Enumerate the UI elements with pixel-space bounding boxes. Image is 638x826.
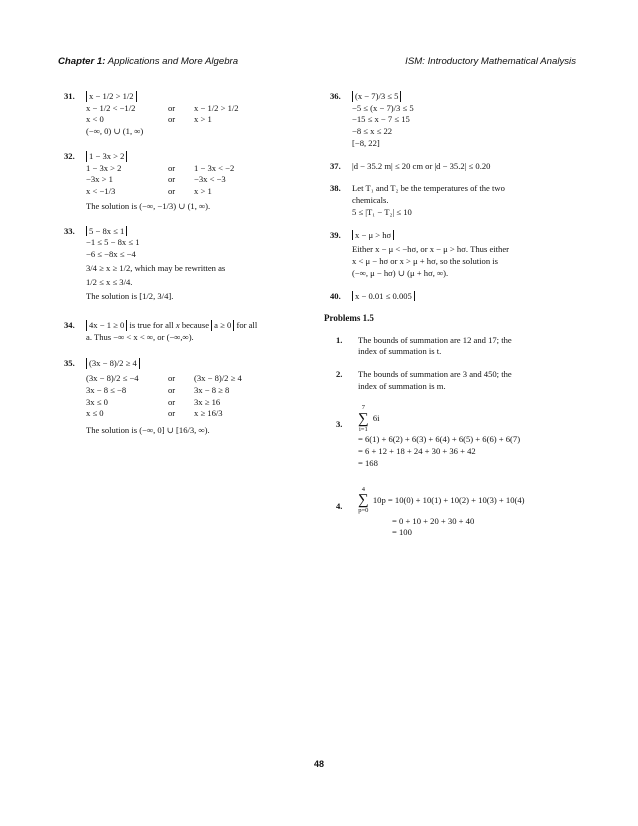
chapter-heading — [58, 56, 238, 67]
equation-line: 1 − 3x > 2 — [86, 151, 127, 162]
sigma-icon: ∑ — [358, 410, 369, 427]
text-line: x < μ − hσ or x > μ + hσ, so the solution is — [352, 256, 499, 267]
right-column — [324, 90, 580, 550]
interval-result: (−∞, μ − hσ) ∪ (μ + hσ, ∞). — [352, 267, 449, 278]
problem-34 — [64, 320, 314, 342]
sum-lower-bound: p=0 — [358, 507, 369, 515]
text-line: chemicals. — [352, 195, 389, 206]
case-left: x ≤ 0 — [86, 408, 104, 419]
equation-line: = 100 — [392, 527, 412, 538]
problem-40 — [330, 291, 580, 302]
text-part: because — [181, 320, 210, 331]
summation-symbol — [358, 487, 369, 515]
or-word: or — [168, 114, 176, 125]
case-right: x ≥ 16/3 — [194, 408, 223, 419]
page-number: 48 — [313, 759, 324, 769]
problem-number: 35. — [64, 358, 75, 369]
problem-number: 40. — [330, 290, 341, 301]
or-word: or — [168, 102, 176, 113]
solution-value: [1/2, 3/4]. — [139, 291, 174, 302]
equation-part: a ≥ 0 — [211, 320, 234, 331]
chapter-title: Applications and More Algebra — [107, 56, 239, 67]
solution-text: The solution is — [86, 425, 138, 436]
case-right: x − 1/2 > 1/2 — [194, 102, 239, 113]
problem-number: 37. — [330, 160, 341, 171]
text-line: Either x − μ < −hσ, or x − μ > hσ. Thus either — [352, 244, 510, 255]
problem-number: 2. — [336, 369, 343, 379]
case-left: x < −1/3 — [86, 186, 116, 197]
solution-value: (−∞, 0] ∪ [16/3, ∞). — [139, 425, 210, 436]
text-part: is true for all — [129, 320, 174, 331]
interval-result: [−8, 22] — [352, 137, 380, 148]
case-right: 3x ≥ 16 — [194, 396, 221, 407]
equation-line: 5 ≤ |T₁ − T₂| ≤ 10 — [352, 206, 412, 217]
equation-line: x − μ > hσ — [352, 230, 394, 241]
equation-line: = 6(1) + 6(2) + 6(3) + 6(4) + 6(5) + 6(6) + 6(7) — [358, 434, 521, 445]
case-right: (3x − 8)/2 ≥ 4 — [194, 373, 242, 384]
case-right: 1 − 3x < −2 — [194, 162, 235, 173]
sigma-icon: ∑ — [358, 492, 369, 509]
chapter-prefix: Chapter 1: — [58, 56, 106, 67]
problem-39 — [330, 230, 580, 279]
equation-line: x − 1/2 > 1/2 — [86, 91, 137, 102]
equation-line: −15 ≤ x − 7 ≤ 15 — [352, 114, 410, 125]
equation-note: , which may be rewritten as — [130, 262, 226, 273]
text-line: The bounds of summation are 3 and 450; the — [358, 369, 512, 379]
problem-1-5-4 — [336, 487, 580, 538]
problem-number: 31. — [64, 91, 75, 101]
interval-result: (−∞, 0) ∪ (1, ∞) — [86, 126, 144, 137]
or-word: or — [168, 174, 176, 185]
left-column — [64, 90, 314, 448]
equation-line: = 6 + 12 + 18 + 24 + 30 + 36 + 42 — [358, 446, 476, 457]
equation-line: = 168 — [358, 457, 378, 468]
section-title: Problems 1.5 — [324, 313, 374, 324]
problem-number: 32. — [64, 150, 75, 161]
problem-36 — [330, 91, 580, 149]
case-left: 1 − 3x > 2 — [86, 162, 122, 173]
text-line: The bounds of summation are 12 and 17; the — [358, 334, 512, 345]
equation-line: |d − 35.2 m| ≤ 20 cm or |d − 35.2| ≤ 0.20 — [352, 160, 491, 171]
solution-text: The solution is — [86, 200, 138, 211]
page-header — [58, 56, 576, 67]
equation-line: −1 ≤ 5 − 8x ≤ 1 — [86, 237, 140, 248]
book-heading — [405, 56, 576, 67]
equation-line: 1/2 ≤ x ≤ 3/4. — [86, 276, 133, 287]
case-right: x > 1 — [194, 186, 212, 197]
equation-line: a. Thus −∞ < x < ∞, or (−∞,∞). — [86, 331, 194, 342]
text-part: for all — [236, 320, 258, 331]
case-left: 3x ≤ 0 — [86, 396, 108, 407]
text-line: index of summation is t. — [358, 346, 442, 357]
case-left: x − 1/2 < −1/2 — [86, 102, 136, 113]
or-word: or — [168, 162, 176, 173]
or-word: or — [168, 396, 176, 407]
equation-line: −5 ≤ (x − 7)/3 ≤ 5 — [352, 102, 414, 113]
problem-1-5-2 — [336, 369, 580, 391]
or-word: or — [168, 373, 176, 384]
problem-number: 36. — [330, 91, 341, 101]
problem-number: 38. — [330, 183, 341, 194]
text-line: Let T₁ and T₂ be the temperatures of the two — [352, 183, 505, 194]
problem-38 — [330, 183, 580, 217]
problem-31 — [64, 91, 314, 137]
problem-number: 34. — [64, 320, 75, 331]
or-word: or — [168, 186, 176, 197]
book-title: Introductory Mathematical Analysis — [427, 56, 576, 67]
case-right: x > 1 — [194, 114, 212, 125]
problem-number: 3. — [336, 419, 343, 430]
or-word: or — [168, 384, 176, 395]
equation-line: −8 ≤ x ≤ 22 — [352, 126, 393, 137]
equation-line: 3/4 ≥ x ≥ 1/2 — [86, 262, 131, 273]
text-line: index of summation is m. — [358, 380, 446, 391]
solution-value: (−∞, −1/3) ∪ (1, ∞). — [139, 200, 211, 211]
or-word: or — [168, 408, 176, 419]
book-prefix: ISM: — [405, 56, 425, 67]
sum-upper-bound: 7 — [361, 404, 365, 412]
summation-symbol — [358, 405, 369, 433]
case-left: 3x − 8 ≤ −8 — [86, 384, 127, 395]
problem-35 — [64, 358, 314, 435]
problem-number: 39. — [330, 229, 341, 240]
case-right: −3x < −3 — [194, 174, 226, 185]
problem-32 — [64, 151, 314, 212]
equation-line: (3x − 8)/2 ≥ 4 — [86, 358, 140, 369]
sum-body: 6i — [372, 413, 380, 424]
equation-line: (x − 7)/3 ≤ 5 — [352, 91, 401, 102]
solution-text: The solution is — [86, 291, 138, 302]
equation-line: −6 ≤ −8x ≤ −4 — [86, 249, 136, 260]
problem-33 — [64, 226, 314, 302]
problem-1-5-1 — [336, 335, 580, 357]
equation-line: 10p = 10(0) + 10(1) + 10(2) + 10(3) + 10(4) — [372, 494, 525, 505]
problem-number: 4. — [336, 500, 343, 511]
case-left: (3x − 8)/2 ≤ −4 — [86, 373, 139, 384]
problem-37 — [330, 161, 580, 172]
variable: x — [175, 320, 180, 331]
case-left: x < 0 — [86, 114, 104, 125]
problem-number: 33. — [64, 225, 75, 236]
case-right: 3x − 8 ≥ 8 — [194, 384, 230, 395]
sum-lower-bound: i=1 — [358, 425, 368, 433]
problem-number: 1. — [336, 334, 343, 345]
equation-part: 4x − 1 ≥ 0 — [86, 320, 127, 331]
case-left: −3x > 1 — [86, 174, 113, 185]
equation-line: = 0 + 10 + 20 + 30 + 40 — [392, 515, 475, 526]
equation-line: 5 − 8x ≤ 1 — [86, 226, 127, 237]
sum-upper-bound: 4 — [361, 485, 365, 493]
equation-line: x − 0.01 ≤ 0.005 — [352, 291, 415, 302]
problem-1-5-3 — [336, 405, 580, 468]
